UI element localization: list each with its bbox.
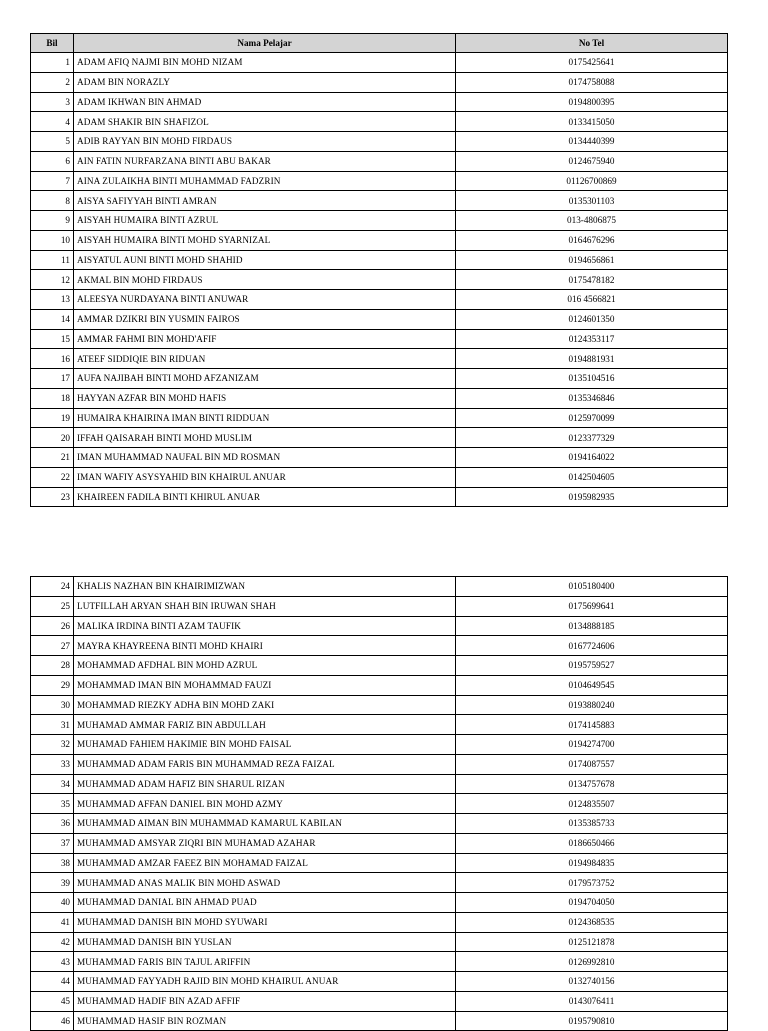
row-number: 40 (31, 893, 74, 913)
table-row (31, 675, 728, 695)
student-name: AIN FATIN NURFARZANA BINTI ABU BAKAR (74, 151, 456, 171)
phone-number: 0124368535 (456, 912, 728, 932)
phone-number: 0167724606 (456, 636, 728, 656)
row-number: 25 (31, 596, 74, 616)
table-row (31, 151, 728, 171)
row-number: 15 (31, 329, 74, 349)
row-number: 5 (31, 132, 74, 152)
student-name: MUHAMMAD FARIS BIN TAJUL ARIFFIN (74, 952, 456, 972)
row-number: 36 (31, 814, 74, 834)
student-name: AISYATUL AUNI BINTI MOHD SHAHID (74, 250, 456, 270)
phone-number: 0124353117 (456, 329, 728, 349)
row-number: 4 (31, 112, 74, 132)
phone-number: 0142504605 (456, 467, 728, 487)
row-number: 32 (31, 735, 74, 755)
row-number: 11 (31, 250, 74, 270)
student-name: AISYA SAFIYYAH BINTI AMRAN (74, 191, 456, 211)
student-name: MUHAMMAD AFFAN DANIEL BIN MOHD AZMY (74, 794, 456, 814)
phone-number: 0195759527 (456, 656, 728, 676)
phone-number: 0195790810 (456, 1011, 728, 1031)
phone-number: 0194881931 (456, 349, 728, 369)
row-number: 1 (31, 53, 74, 73)
row-number: 31 (31, 715, 74, 735)
phone-number: 0124835507 (456, 794, 728, 814)
student-name: MOHAMMAD AFDHAL BIN MOHD AZRUL (74, 656, 456, 676)
table-row (31, 636, 728, 656)
table-row (31, 448, 728, 468)
student-name: ALEESYA NURDAYANA BINTI ANUWAR (74, 290, 456, 310)
table-row (31, 1011, 728, 1031)
table-row (31, 408, 728, 428)
row-number: 29 (31, 675, 74, 695)
table-row (31, 774, 728, 794)
student-name: AISYAH HUMAIRA BINTI AZRUL (74, 211, 456, 231)
row-number: 12 (31, 270, 74, 290)
phone-number: 0134757678 (456, 774, 728, 794)
row-number: 8 (31, 191, 74, 211)
table-row (31, 72, 728, 92)
phone-number: 0174758088 (456, 72, 728, 92)
table-row (31, 932, 728, 952)
table-row (31, 656, 728, 676)
student-name: MUHAMMAD DANISH BIN YUSLAN (74, 932, 456, 952)
row-number: 37 (31, 833, 74, 853)
student-name: MUHAMMAD DANIAL BIN AHMAD PUAD (74, 893, 456, 913)
table-row (31, 893, 728, 913)
table-row (31, 369, 728, 389)
phone-number: 0134888185 (456, 616, 728, 636)
phone-number: 0175699641 (456, 596, 728, 616)
phone-number: 0193880240 (456, 695, 728, 715)
table-row (31, 695, 728, 715)
phone-number: 0134440399 (456, 132, 728, 152)
phone-number: 0123377329 (456, 428, 728, 448)
phone-number: 0132740156 (456, 972, 728, 992)
row-number: 33 (31, 754, 74, 774)
row-number: 18 (31, 388, 74, 408)
row-number: 2 (31, 72, 74, 92)
student-name: MUHAMMAD FAYYADH RAJID BIN MOHD KHAIRUL ANUAR (74, 972, 456, 992)
phone-number: 0125121878 (456, 932, 728, 952)
table-row (31, 309, 728, 329)
row-number: 7 (31, 171, 74, 191)
row-number: 34 (31, 774, 74, 794)
student-name: MOHAMMAD IMAN BIN MOHAMMAD FAUZI (74, 675, 456, 695)
row-number: 3 (31, 92, 74, 112)
student-name: KHALIS NAZHAN BIN KHAIRIMIZWAN (74, 577, 456, 597)
phone-number: 0186650466 (456, 833, 728, 853)
row-number: 35 (31, 794, 74, 814)
row-number: 10 (31, 230, 74, 250)
student-name: MUHAMMAD ADAM FARIS BIN MUHAMMAD REZA FAIZAL (74, 754, 456, 774)
row-number: 45 (31, 991, 74, 1011)
table-row (31, 53, 728, 73)
student-name: AMMAR DZIKRI BIN YUSMIN FAIROS (74, 309, 456, 329)
student-name: AKMAL BIN MOHD FIRDAUS (74, 270, 456, 290)
phone-number: 0126992810 (456, 952, 728, 972)
table-row (31, 853, 728, 873)
student-name: LUTFILLAH ARYAN SHAH BIN IRUWAN SHAH (74, 596, 456, 616)
header-row (31, 34, 728, 53)
table-row (31, 991, 728, 1011)
phone-number: 0133415050 (456, 112, 728, 132)
row-number: 41 (31, 912, 74, 932)
table-row (31, 735, 728, 755)
row-number: 28 (31, 656, 74, 676)
row-number: 6 (31, 151, 74, 171)
phone-number: 0179573752 (456, 873, 728, 893)
row-number: 19 (31, 408, 74, 428)
student-name: MUHAMMAD ANAS MALIK BIN MOHD ASWAD (74, 873, 456, 893)
student-name: MUHAMMAD HADIF BIN AZAD AFFIF (74, 991, 456, 1011)
student-name: IFFAH QAISARAH BINTI MOHD MUSLIM (74, 428, 456, 448)
student-name: MUHAMAD AMMAR FARIZ BIN ABDULLAH (74, 715, 456, 735)
phone-number: 0104649545 (456, 675, 728, 695)
row-number: 23 (31, 487, 74, 507)
phone-number: 016 4566821 (456, 290, 728, 310)
student-name: MAYRA KHAYREENA BINTI MOHD KHAIRI (74, 636, 456, 656)
student-name: MUHAMMAD AIMAN BIN MUHAMMAD KAMARUL KABILAN (74, 814, 456, 834)
table-row (31, 873, 728, 893)
table-row (31, 487, 728, 507)
row-number: 24 (31, 577, 74, 597)
student-name: AMMAR FAHMI BIN MOHD'AFIF (74, 329, 456, 349)
table-row (31, 715, 728, 735)
student-name: ADAM AFIQ NAJMI BIN MOHD NIZAM (74, 53, 456, 73)
student-name: HAYYAN AZFAR BIN MOHD HAFIS (74, 388, 456, 408)
phone-number: 0174145883 (456, 715, 728, 735)
phone-number: 013-4806875 (456, 211, 728, 231)
table-row (31, 112, 728, 132)
row-number: 16 (31, 349, 74, 369)
table-row (31, 211, 728, 231)
student-name: KHAIREEN FADILA BINTI KHIRUL ANUAR (74, 487, 456, 507)
table-row (31, 912, 728, 932)
table-row (31, 132, 728, 152)
phone-number: 0194704050 (456, 893, 728, 913)
row-number: 43 (31, 952, 74, 972)
phone-number: 0164676296 (456, 230, 728, 250)
row-number: 46 (31, 1011, 74, 1031)
student-name: AISYAH HUMAIRA BINTI MOHD SYARNIZAL (74, 230, 456, 250)
table-row (31, 349, 728, 369)
student-name: MUHAMMAD ADAM HAFIZ BIN SHARUL RIZAN (74, 774, 456, 794)
student-name: MUHAMMAD HASIF BIN ROZMAN (74, 1011, 456, 1031)
student-name: ATEEF SIDDIQIE BIN RIDUAN (74, 349, 456, 369)
phone-number: 0175425641 (456, 53, 728, 73)
row-number: 22 (31, 467, 74, 487)
phone-number: 0124601350 (456, 309, 728, 329)
table-row (31, 191, 728, 211)
table-row (31, 428, 728, 448)
phone-number: 0135385733 (456, 814, 728, 834)
student-name: MUHAMMAD DANISH BIN MOHD SYUWARI (74, 912, 456, 932)
student-name: MOHAMMAD RIEZKY ADHA BIN MOHD ZAKI (74, 695, 456, 715)
header-name: Nama Pelajar (74, 34, 456, 53)
student-table-page-2 (30, 576, 728, 1031)
student-name: ADAM SHAKIR BIN SHAFIZOL (74, 112, 456, 132)
student-name: MUHAMMAD AMZAR FAEEZ BIN MOHAMAD FAIZAL (74, 853, 456, 873)
phone-number: 01126700869 (456, 171, 728, 191)
table-row (31, 972, 728, 992)
row-number: 20 (31, 428, 74, 448)
table-row (31, 329, 728, 349)
phone-number: 0143076411 (456, 991, 728, 1011)
table-row (31, 270, 728, 290)
phone-number: 0194800395 (456, 92, 728, 112)
phone-number: 0195982935 (456, 487, 728, 507)
student-name: AINA ZULAIKHA BINTI MUHAMMAD FADZRIN (74, 171, 456, 191)
phone-number: 0135104516 (456, 369, 728, 389)
student-name: IMAN WAFIY ASYSYAHID BIN KHAIRUL ANUAR (74, 467, 456, 487)
student-name: MALIKA IRDINA BINTI AZAM TAUFIK (74, 616, 456, 636)
student-name: AUFA NAJIBAH BINTI MOHD AFZANIZAM (74, 369, 456, 389)
phone-number: 0125970099 (456, 408, 728, 428)
row-number: 39 (31, 873, 74, 893)
row-number: 38 (31, 853, 74, 873)
student-name: ADIB RAYYAN BIN MOHD FIRDAUS (74, 132, 456, 152)
row-number: 21 (31, 448, 74, 468)
header-bil: Bil (31, 34, 74, 53)
phone-number: 0194274700 (456, 735, 728, 755)
table-row (31, 754, 728, 774)
table-row (31, 388, 728, 408)
row-number: 42 (31, 932, 74, 952)
table-row (31, 467, 728, 487)
row-number: 30 (31, 695, 74, 715)
table-row (31, 616, 728, 636)
student-table-page-1 (30, 33, 728, 507)
student-name: ADAM IKHWAN BIN AHMAD (74, 92, 456, 112)
row-number: 17 (31, 369, 74, 389)
table-row (31, 230, 728, 250)
phone-number: 0135346846 (456, 388, 728, 408)
phone-number: 0135301103 (456, 191, 728, 211)
table-row (31, 833, 728, 853)
table-row (31, 577, 728, 597)
student-name: ADAM BIN NORAZLY (74, 72, 456, 92)
row-number: 27 (31, 636, 74, 656)
row-number: 9 (31, 211, 74, 231)
table-row (31, 596, 728, 616)
student-name: IMAN MUHAMMAD NAUFAL BIN MD ROSMAN (74, 448, 456, 468)
student-name: HUMAIRA KHAIRINA IMAN BINTI RIDDUAN (74, 408, 456, 428)
student-name: MUHAMMAD AMSYAR ZIQRI BIN MUHAMAD AZAHAR (74, 833, 456, 853)
header-tel: No Tel (456, 34, 728, 53)
table-row (31, 290, 728, 310)
phone-number: 0194164022 (456, 448, 728, 468)
table-row (31, 794, 728, 814)
row-number: 26 (31, 616, 74, 636)
row-number: 44 (31, 972, 74, 992)
phone-number: 0124675940 (456, 151, 728, 171)
row-number: 14 (31, 309, 74, 329)
student-name: MUHAMAD FAHIEM HAKIMIE BIN MOHD FAISAL (74, 735, 456, 755)
phone-number: 0175478182 (456, 270, 728, 290)
table-row (31, 171, 728, 191)
phone-number: 0194984835 (456, 853, 728, 873)
table-row (31, 814, 728, 834)
phone-number: 0194656861 (456, 250, 728, 270)
table-row (31, 952, 728, 972)
phone-number: 0105180400 (456, 577, 728, 597)
table-row (31, 92, 728, 112)
phone-number: 0174087557 (456, 754, 728, 774)
table-row (31, 250, 728, 270)
row-number: 13 (31, 290, 74, 310)
